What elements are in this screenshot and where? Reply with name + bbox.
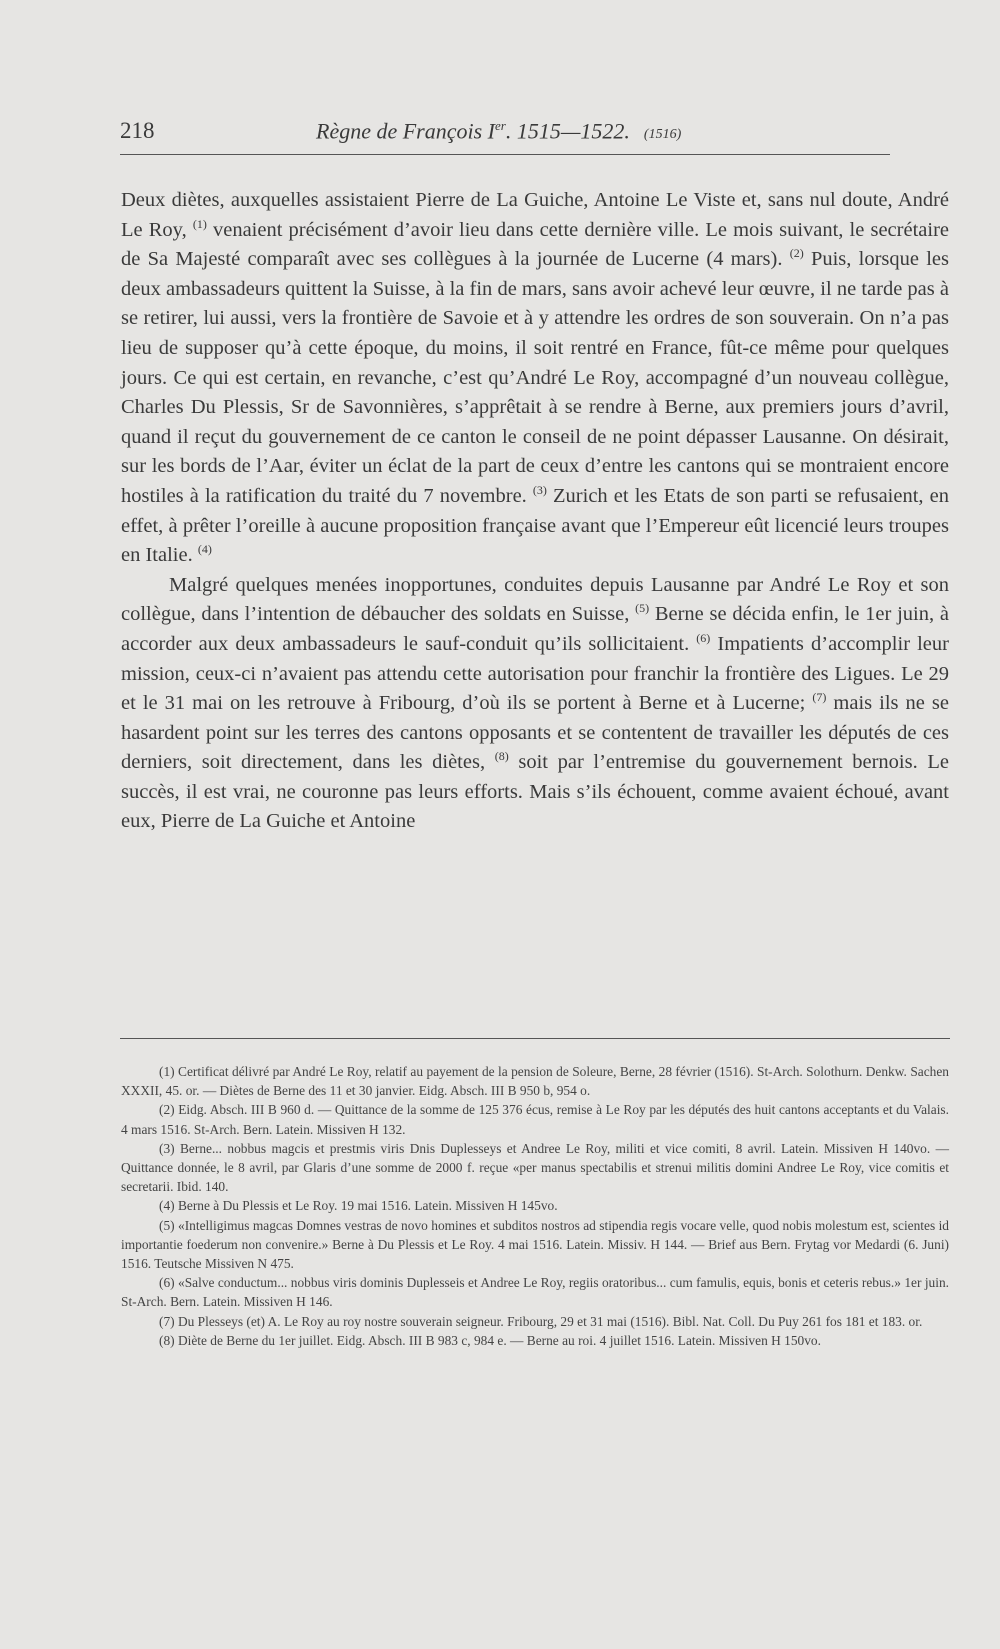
paragraph-text: Puis, lorsque les deux ambassadeurs quittent la Suisse, à la fin de mars, sans avoir achevé leur œuvre, il ne tarde pas à se retirer, lui aussi, vers la frontière de Savoie et à y attendre les ordres de son souverain. On n’a pas lieu de supposer qu’à cette époque, du moins, il soit rentré en France, fût-ce même pour quelques jours. Ce qui est certain, en revanche, c’est qu’André Le Roy, accompagné d’un nouveau collègue, Charles Du Plessis, Sr de Savonnières, s’apprêtait à se rendre à Berne, aux premiers jours d’avril, quand il reçut du gouvernement de ce canton le conseil de ne point dépasser Lausanne. On désirait, sur les bords de l’Aar, éviter un éclat de la part de ceux d’entre les cantons qui se montraient encore hostiles à la ratification du traité du 7 novembre. <box>121 248 949 507</box>
main-text <box>121 186 949 837</box>
paragraph <box>121 571 949 837</box>
footnote: (5) «Intelligimus magcas Domnes vestras de novo homines et subditos nostros ad stipendia regis vocare velle, quod nobis molestum est, scientes id importantie foederum non convenire.» Berne à Du Plessis et Le Roy. 4 mai 1516. Latein. Missiv. H 144. — Brief aus Bern. Frytag vor Medardi (6. Juni) 1516. Teutsche Missiven N 475. <box>121 1217 949 1272</box>
paragraph-text: Malgré quelques menées inopportunes, conduites depuis Lausanne par André Le Roy et son collègue, dans l’intention de débaucher des soldats en Suisse, <box>121 573 949 626</box>
running-header <box>120 118 890 155</box>
paragraph-text: Deux diètes, auxquelles assistaient Pierre de La Guiche, Antoine Le Viste et, sans nul doute, André Le Roy, <box>121 189 949 241</box>
page-number: 218 <box>120 118 155 143</box>
running-title-text: Règne de François I <box>316 118 495 144</box>
running-year-note: (1516) <box>643 127 682 143</box>
footnote: (3) Berne... nobbus magcis et prestmis viris Dnis Duplesseys et Andree Le Roy, militi et vice comiti, 8 avril. Latein. Missiven H 140vo. — Quittance donnée, le 8 avril, par Glaris d’une somme de 2000 f. reçue «per manus spectabilis et strenui militis domini Andree Le Roy, vice comitis et secretarii. Ibid. 140. <box>121 1140 949 1195</box>
paragraph-text: Berne se décida enfin, le 1er juin, à accorder aux deux ambassadeurs le sauf-conduit qu’ils sollicitaient. <box>121 603 949 655</box>
footnote-reference: (7) <box>812 690 827 705</box>
footnote-reference: (6) <box>696 631 711 646</box>
footnote: (8) Diète de Berne du 1er juillet. Eidg. Absch. III B 983 c, 984 e. — Berne au roi. 4 juillet 1516. Latein. Missiven H 150vo. <box>159 1332 821 1348</box>
footnotes <box>121 1062 949 1350</box>
footnote: (7) Du Plesseys (et) A. Le Roy au roy nostre souverain seigneur. Fribourg, 29 et 31 mai (1516). Bibl. Nat. Coll. Du Puy 261 fos 181 et 183. or. <box>159 1313 923 1329</box>
paragraph-text: venaient précisément d’avoir lieu dans cette dernière ville. Le mois suivant, le secrétaire de Sa Majesté comparaît avec ses collègues à la journée de Lucerne (4 mars). <box>121 218 949 271</box>
paragraph <box>121 186 949 571</box>
footnote-reference: (2) <box>789 246 804 261</box>
running-title-superscript: er <box>495 118 506 133</box>
footnote: (6) «Salve conductum... nobbus viris dominis Duplesseis et Andree Le Roy, regiis oratoribus... cum famulis, equis, bonis et ceteris rebus.» 1er juin. St-Arch. Bern. Latein. Missiven H 146. <box>121 1275 949 1310</box>
footnote-reference: (3) <box>532 483 547 498</box>
footnote-reference: (5) <box>635 601 650 616</box>
footnote: (4) Berne à Du Plessis et Le Roy. 19 mai 1516. Latein. Missiven H 145vo. <box>159 1198 558 1214</box>
running-title-years: . 1515—1522. <box>505 118 630 144</box>
paragraph-text: soit par l’entremise du gouvernement bernois. Le succès, il est vrai, ne couronne pas leurs efforts. Mais s’ils échouent, comme avaient échoué, avant eux, Pierre de La Guiche et Antoine <box>121 751 949 833</box>
footnote-reference: (1) <box>192 216 207 231</box>
footnote-reference: (8) <box>494 749 509 764</box>
footnote: (1) Certificat délivré par André Le Roy, relatif au payement de la pension de Soleure, Berne, 28 février (1516). St-Arch. Solothurn. Denkw. Sachen XXXII, 45. or. — Diètes de Berne des 11 et 30 janvier. Eidg. Absch. III B 950 b, 954 o. <box>121 1064 949 1099</box>
paragraph-text: mais ils ne se hasardent point sur les terres des cantons opposants et se contentent de travailler les députés de ces derniers, soit directement, dans les diètes, <box>121 692 949 774</box>
running-title <box>316 118 681 144</box>
paragraph-text: Zurich et les Etats de son parti se refusaient, en effet, à prêter l’oreille à aucune proposition française avant que l’Empereur eût licencié leurs troupes en Italie. <box>121 484 949 567</box>
footnote-reference: (4) <box>197 542 212 557</box>
paragraph-text: Impatients d’accomplir leur mission, ceux-ci n’avaient pas attendu cette autorisation pour franchir la frontière des Ligues. Le 29 et le 31 mai on les retrouve à Fribourg, d’où ils se portent à Berne et à Lucerne; <box>121 632 949 715</box>
footnote: (2) Eidg. Absch. III B 960 d. — Quittance de la somme de 125 376 écus, remise à Le Roy par les députés des huit cantons acceptants et du Valais. 4 mars 1516. St-Arch. Bern. Latein. Missiven H 132. <box>121 1102 949 1137</box>
footnote-divider <box>120 1038 950 1039</box>
